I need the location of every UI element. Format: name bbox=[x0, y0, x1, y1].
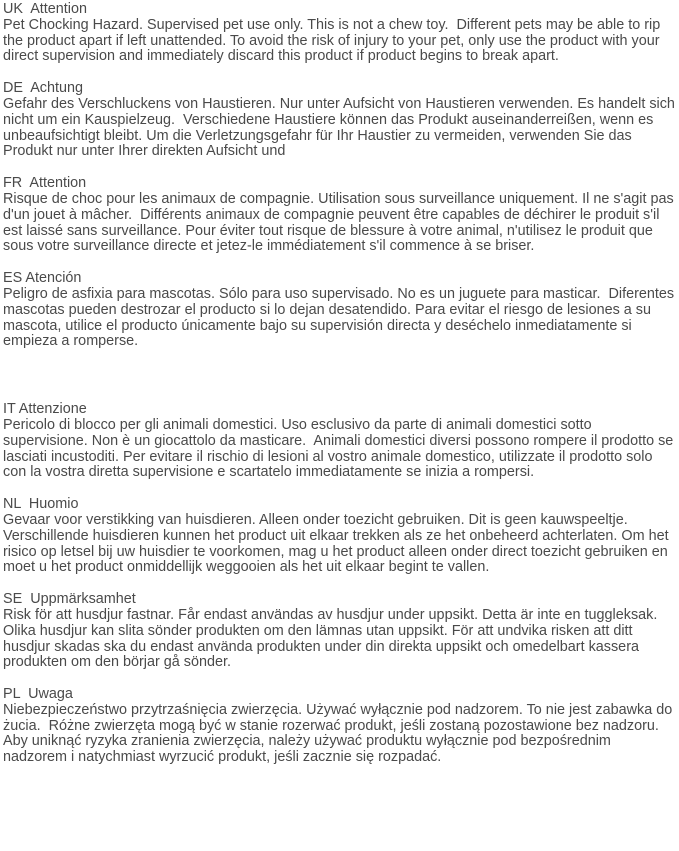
section-heading-uk: UK Attention bbox=[3, 1, 87, 17]
section-body-es: Peligro de asfixia para mascotas. Sólo para uso supervisado. No es un juguete para masticar. Diferentes mascotas pueden destrozar el producto si lo dejan desatendido. Para evitar el riesgo de lesiones a su mascota, utilice el producto únicamente bajo su supervisión directa y deséchelo inmediatamente si empieza a romperse. bbox=[3, 285, 679, 350]
section-body-de: Gefahr des Verschluckens von Haustieren. Nur unter Aufsicht von Haustieren verwenden. Es handelt sich nicht um ein Kauspielzeug. Verschiedene Haustiere können das Produkt auseinanderreißen, wenn es unbeaufsichtigt bleibt. Um die Verletzungsgefahr für Ihr Haustier zu vermeiden, verwenden Sie das Produkt nur unter Ihrer direkten Aufsicht und bbox=[3, 95, 679, 160]
warning-section-de bbox=[3, 81, 678, 160]
warning-section-pl bbox=[3, 687, 678, 766]
section-body-uk: Pet Chocking Hazard. Supervised pet use only. This is not a chew toy. Different pets may be able to rip the product apart if left unattended. To avoid the risk of injury to your pet, only use the product with your direct supervision and immediately discard this product if product begins to break apart. bbox=[3, 16, 665, 65]
warning-section-se bbox=[3, 592, 678, 671]
warning-section-es bbox=[3, 271, 678, 350]
section-heading-pl: PL Uwaga bbox=[3, 686, 73, 703]
warning-section-fr bbox=[3, 176, 678, 255]
warning-label-document bbox=[3, 2, 678, 766]
section-body-fr: Risque de choc pour les animaux de compagnie. Utilisation sous surveillance uniquement. Il ne s'agit pas d'un jouet à mâcher. Différents animaux de compagnie peuvent être capables de déchirer le produit s'il est laissé sans surveillance. Pour éviter tout risque de blessure à votre animal, n'utilisez le produit que sous votre surveillance directe et jetez-le immédiatement s'il commence à se briser. bbox=[3, 190, 678, 255]
section-heading-fr: FR Attention bbox=[3, 175, 87, 192]
warning-section-nl bbox=[3, 497, 678, 576]
section-body-nl: Gevaar voor verstikking van huisdieren. Alleen onder toezicht gebruiken. Dit is geen kauwspeeltje. Verschillende huisdieren kunnen het product uit elkaar trekken als ze het onbeheerd achterlaten. Om het risico op letsel bij uw huisdier te voorkomen, mag u het product alleen onder direct toezicht gebruiken en moet u het product onmiddellijk weggooien als het uit elkaar begint te vallen. bbox=[3, 511, 673, 576]
section-heading-it: IT Attenzione bbox=[3, 401, 87, 418]
warning-section-it bbox=[3, 402, 678, 481]
section-body-pl: Niebezpieczeństwo przytrzaśnięcia zwierzęcia. Używać wyłącznie pod nadzorem. To nie jest zabawka do żucia. Różne zwierzęta mogą być w stanie rozerwać produkt, jeśli zostaną pozostawione bez nadzoru. Aby uniknąć ryzyka zranienia zwierzęcia, należy używać produktu wyłącznie pod bezpośrednim nadzorem i natychmiast wyrzucić produkt, jeśli zacznie się rozpadać. bbox=[3, 701, 677, 766]
section-heading-se: SE Uppmärksamhet bbox=[3, 591, 136, 608]
section-body-it: Pericolo di blocco per gli animali domestici. Uso esclusivo da parte di animali domestici sotto supervisione. Non è un giocattolo da masticare. Animali domestici diversi possono rompere il prodotto se lasciati incustoditi. Per evitare il rischio di lesioni al vostro animale domestico, utilizzate il prodotto solo con la vostra diretta supervisione e scartatelo immediatamente se inizia a rompersi. bbox=[3, 416, 678, 481]
warning-section-uk bbox=[3, 2, 678, 65]
section-heading-es: ES Atención bbox=[3, 270, 82, 287]
section-heading-nl: NL Huomio bbox=[3, 496, 79, 513]
section-body-se: Risk för att husdjur fastnar. Får endast användas av husdjur under uppsikt. Detta är inte en tuggleksak. Olika husdjur kan slita sönder produkten om den lämnas utan uppsikt. För att undvika risken att ditt husdjur skadas ska du endast använda produkten under din direkta uppsikt och omedelbart kassera produkten om den börjar gå sönder. bbox=[3, 606, 666, 671]
section-heading-de: DE Achtung bbox=[3, 80, 83, 97]
